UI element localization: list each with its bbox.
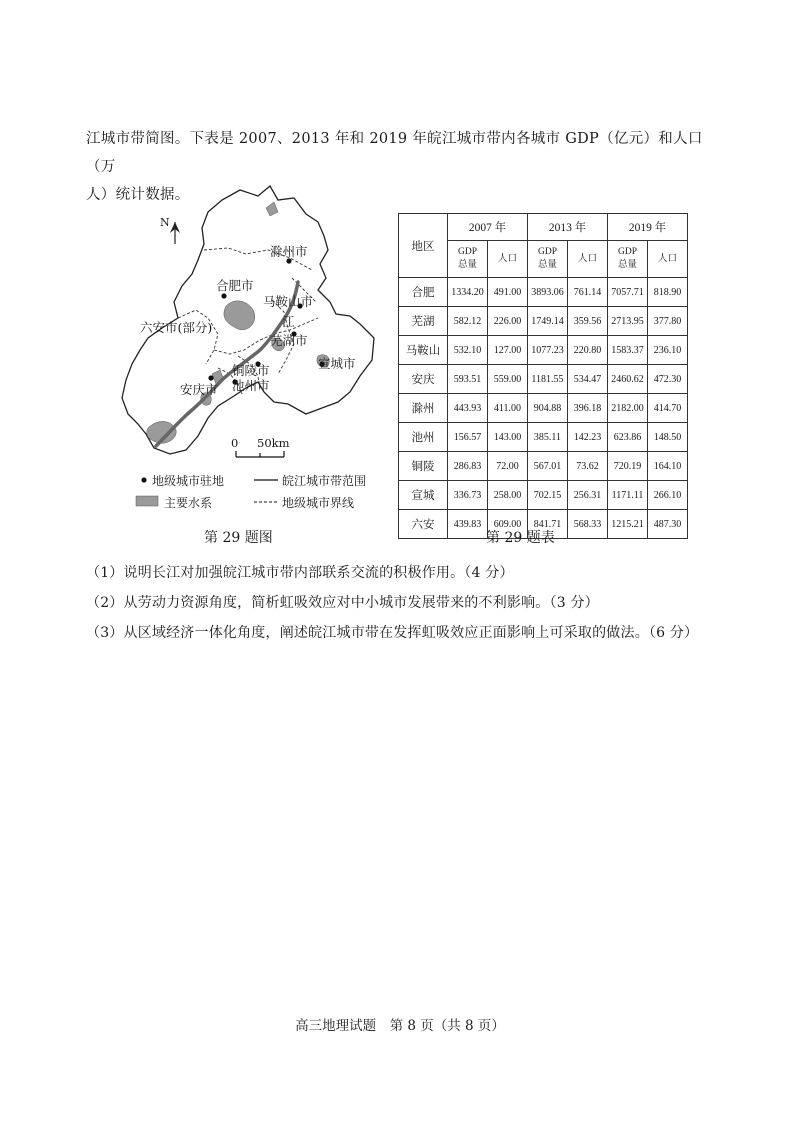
population-header: 人口 — [648, 241, 688, 278]
value-cell: 559.00 — [488, 365, 528, 394]
year-header: 2013 年 — [528, 214, 608, 241]
region-header: 地区 — [399, 214, 448, 278]
value-cell: 841.71 — [528, 510, 568, 539]
value-cell: 1749.14 — [528, 307, 568, 336]
region-cell: 马鞍山 — [399, 336, 448, 365]
value-cell: 266.10 — [648, 481, 688, 510]
question-2: （2）从劳动力资源角度，简析虹吸效应对中小城市发展带来的不利影响。（3 分） — [86, 595, 599, 611]
scale-bar — [236, 451, 284, 457]
intro-line-1: 江城市带简图。下表是 2007、2013 年和 2019 年皖江城市带内各城市 GDP（亿元）和人口（万 — [86, 131, 703, 175]
city-dot-hefei — [221, 293, 226, 298]
label-wuhu: 芜湖市 — [270, 333, 308, 348]
region-cell: 合肥 — [399, 278, 448, 307]
value-cell: 3893.06 — [528, 278, 568, 307]
value-cell: 1334.20 — [448, 278, 488, 307]
value-cell: 582.12 — [448, 307, 488, 336]
north-arrow — [170, 222, 180, 244]
gdp-population-table — [398, 213, 688, 539]
value-cell: 1077.23 — [528, 336, 568, 365]
value-cell: 7057.71 — [608, 278, 648, 307]
label-xuancheng: 宣城市 — [318, 356, 356, 371]
value-cell: 286.83 — [448, 452, 488, 481]
value-cell: 2182.00 — [608, 394, 648, 423]
value-cell: 148.50 — [648, 423, 688, 452]
population-header: 人口 — [488, 241, 528, 278]
value-cell: 904.88 — [528, 394, 568, 423]
table-row — [399, 336, 688, 365]
value-cell: 1181.55 — [528, 365, 568, 394]
table-row — [399, 278, 688, 307]
value-cell: 761.14 — [568, 278, 608, 307]
map-figure — [118, 178, 376, 518]
table-caption: 第 29 题表 — [486, 530, 555, 546]
value-cell: 127.00 — [488, 336, 528, 365]
table-row — [399, 394, 688, 423]
legend-water: 主要水系 — [164, 496, 213, 510]
question-1: （1）说明长江对加强皖江城市带内部联系交流的积极作用。（4 分） — [86, 565, 514, 581]
value-cell: 236.10 — [648, 336, 688, 365]
value-cell: 818.90 — [648, 278, 688, 307]
table-row — [399, 365, 688, 394]
value-cell: 143.00 — [488, 423, 528, 452]
value-cell: 439.83 — [448, 510, 488, 539]
map-caption: 第 29 题图 — [204, 530, 273, 546]
label-anqing: 安庆市 — [180, 382, 218, 397]
table-row — [399, 423, 688, 452]
legend-water-icon — [136, 496, 158, 506]
table-row — [399, 307, 688, 336]
intro-line-2: 人）统计数据。 — [86, 187, 190, 203]
legend-boundary: 地级城市界线 — [282, 496, 355, 510]
value-cell: 220.80 — [568, 336, 608, 365]
label-chizhou: 池州市 — [232, 378, 270, 393]
value-cell: 396.18 — [568, 394, 608, 423]
value-cell: 2713.95 — [608, 307, 648, 336]
value-cell: 385.11 — [528, 423, 568, 452]
label-luan: 六安市(部分) — [140, 320, 213, 335]
region-cell: 安庆 — [399, 365, 448, 394]
value-cell: 1171.11 — [608, 481, 648, 510]
value-cell: 568.33 — [568, 510, 608, 539]
region-cell: 六安 — [399, 510, 448, 539]
region-cell: 铜陵 — [399, 452, 448, 481]
map-drawing — [118, 178, 376, 518]
value-cell: 443.93 — [448, 394, 488, 423]
page-footer: 高三地理试题 第 8 页（共 8 页） — [295, 1018, 505, 1034]
value-cell: 623.86 — [608, 423, 648, 452]
table-body — [399, 278, 688, 539]
legend-belt-range: 皖江城市带范围 — [282, 474, 367, 488]
region-cell: 池州 — [399, 423, 448, 452]
value-cell: 491.00 — [488, 278, 528, 307]
value-cell: 593.51 — [448, 365, 488, 394]
year-header: 2019 年 — [608, 214, 688, 241]
value-cell: 156.57 — [448, 423, 488, 452]
population-header: 人口 — [568, 241, 608, 278]
question-3: （3）从区域经济一体化角度，阐述皖江城市带在发挥虹吸效应正面影响上可采取的做法。（6 分） — [86, 625, 699, 641]
value-cell: 73.62 — [568, 452, 608, 481]
gdp-header: GDP 总量 — [528, 241, 568, 278]
region-cell: 芜湖 — [399, 307, 448, 336]
value-cell: 72.00 — [488, 452, 528, 481]
value-cell: 414.70 — [648, 394, 688, 423]
table-row — [399, 481, 688, 510]
value-cell: 1583.37 — [608, 336, 648, 365]
value-cell: 377.80 — [648, 307, 688, 336]
gdp-header: GDP 总量 — [448, 241, 488, 278]
value-cell: 164.10 — [648, 452, 688, 481]
region-cell: 滁州 — [399, 394, 448, 423]
value-cell: 609.00 — [488, 510, 528, 539]
value-cell: 142.23 — [568, 423, 608, 452]
value-cell: 258.00 — [488, 481, 528, 510]
label-chuzhou: 滁州市 — [270, 244, 308, 259]
label-hefei: 合肥市 — [216, 278, 254, 293]
value-cell: 359.56 — [568, 307, 608, 336]
value-cell: 226.00 — [488, 307, 528, 336]
value-cell: 487.30 — [648, 510, 688, 539]
year-header: 2007 年 — [448, 214, 528, 241]
value-cell: 472.30 — [648, 365, 688, 394]
value-cell: 720.19 — [608, 452, 648, 481]
table-row — [399, 452, 688, 481]
scale-distance-label: 50km — [257, 436, 290, 450]
gdp-header: GDP 总量 — [608, 241, 648, 278]
region-cell: 宣城 — [399, 481, 448, 510]
value-cell: 567.01 — [528, 452, 568, 481]
value-cell: 256.31 — [568, 481, 608, 510]
label-jiang: 江 — [282, 314, 295, 329]
legend-dot-icon — [141, 477, 146, 482]
value-cell: 532.10 — [448, 336, 488, 365]
value-cell: 1215.21 — [608, 510, 648, 539]
value-cell: 534.47 — [568, 365, 608, 394]
scale-zero-label: 0 — [231, 436, 239, 450]
value-cell: 336.73 — [448, 481, 488, 510]
value-cell: 2460.62 — [608, 365, 648, 394]
value-cell: 411.00 — [488, 394, 528, 423]
label-maanshan: 马鞍山市 — [263, 294, 314, 309]
label-tongling: 铜陵市 — [232, 363, 270, 378]
value-cell: 702.15 — [528, 481, 568, 510]
north-label: N — [160, 216, 170, 229]
legend-city-seat: 地级城市驻地 — [152, 474, 225, 488]
